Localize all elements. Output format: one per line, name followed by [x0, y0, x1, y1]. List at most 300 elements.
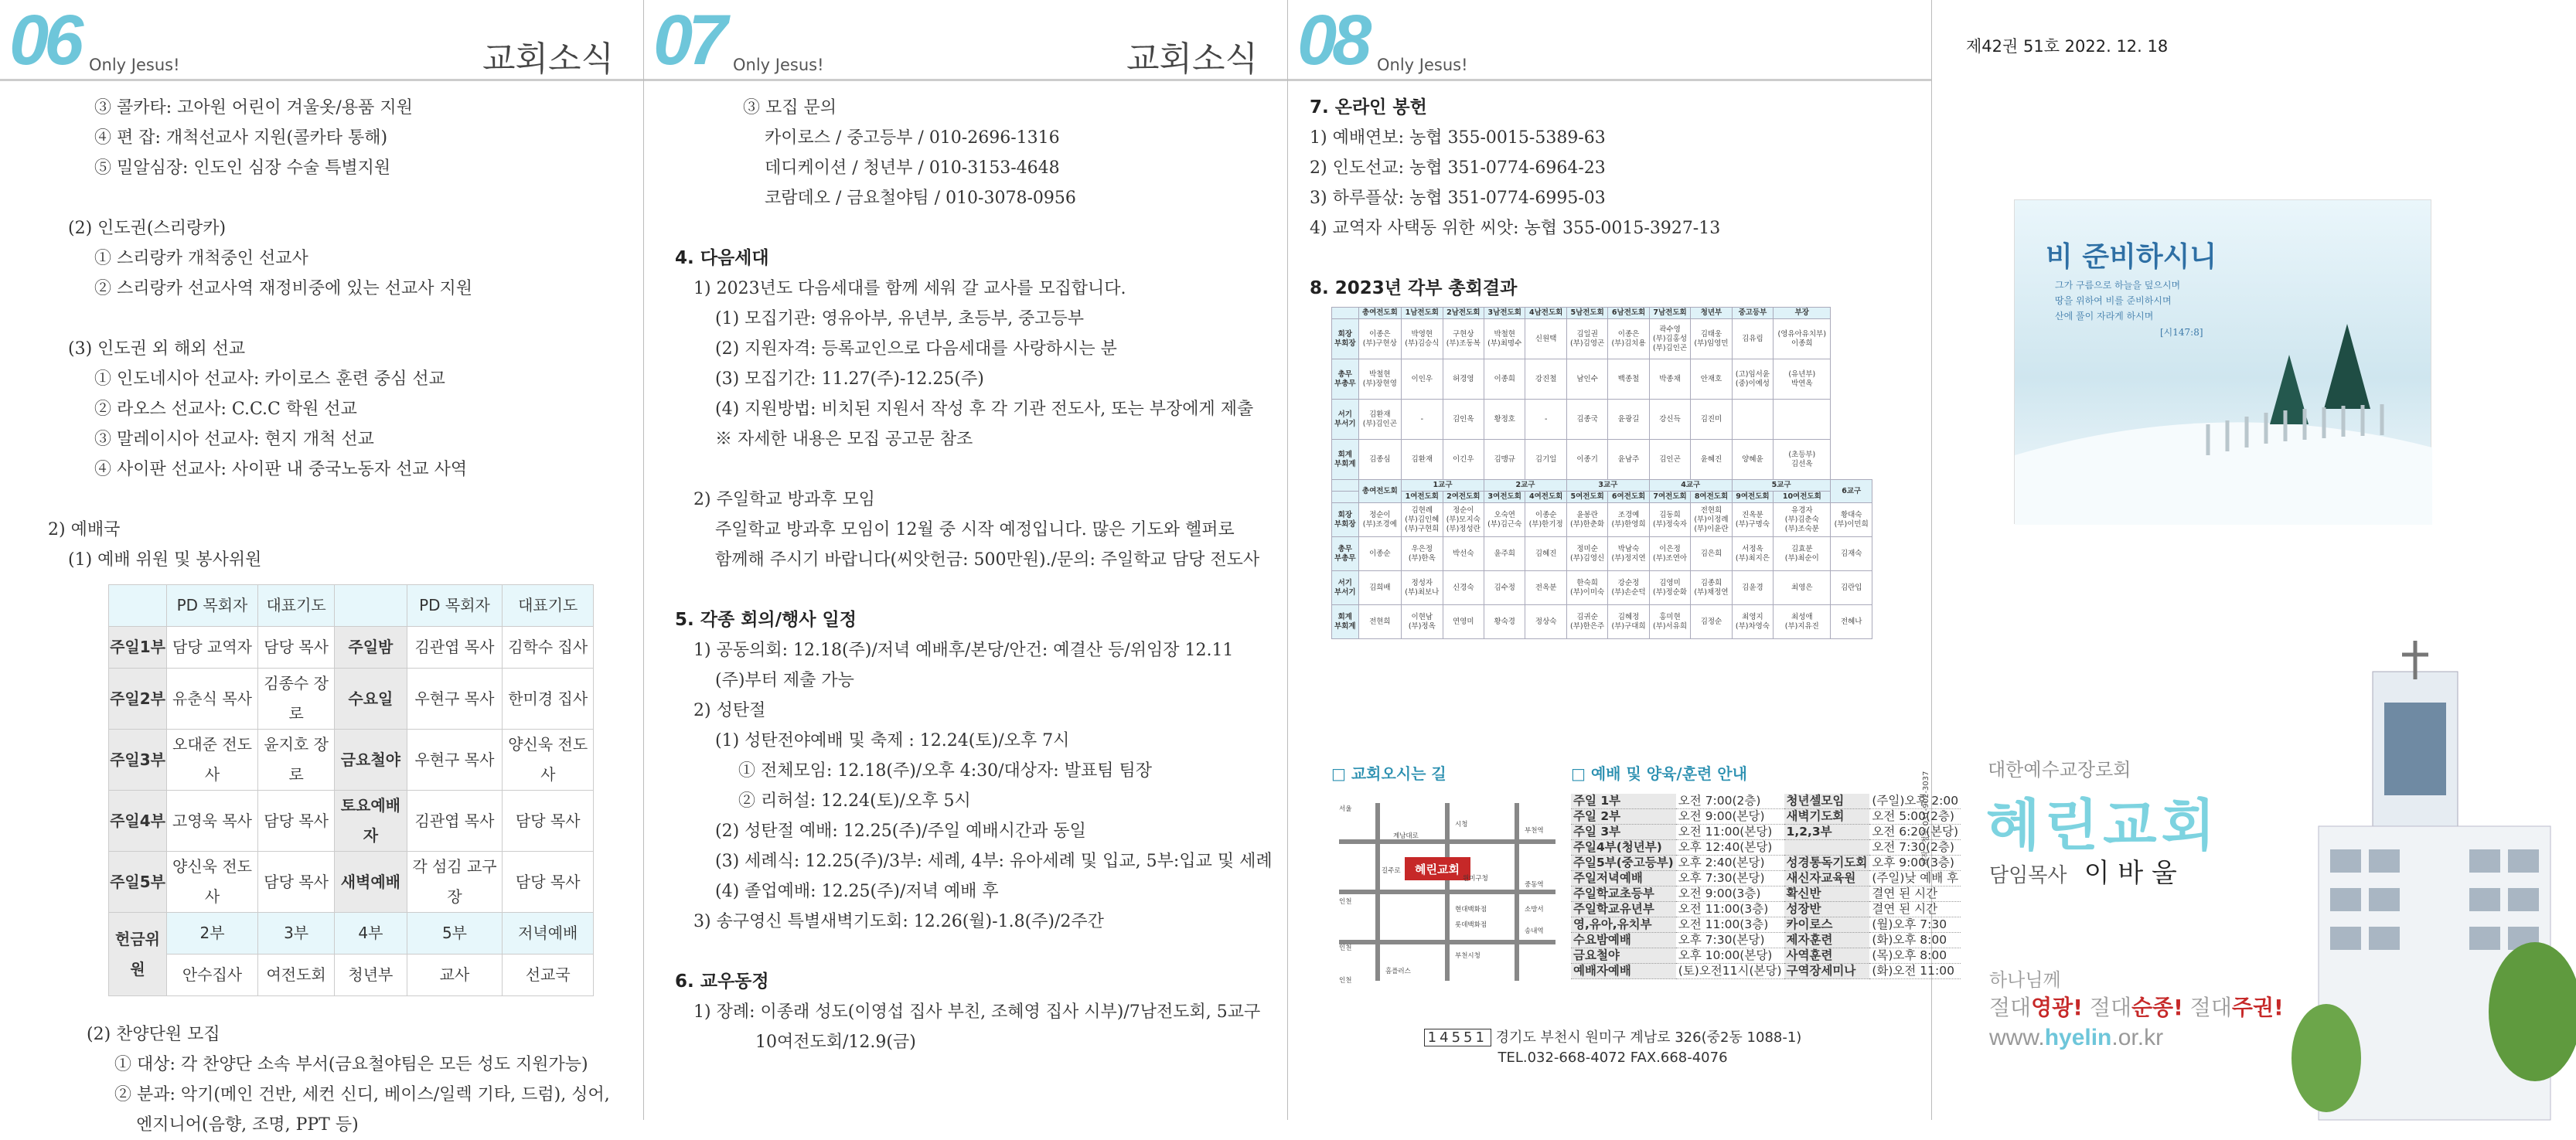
- text-line: 6. 교우동정: [675, 972, 769, 992]
- text-line: ※ 자세한 내용은 모집 공고문 참조: [715, 430, 973, 449]
- worship-table: [108, 584, 594, 996]
- table-cell: 김효분 (부)최순이: [1774, 537, 1831, 571]
- url-part: hyelin: [2044, 1025, 2112, 1050]
- table-cell: 이인우: [1402, 359, 1443, 400]
- table-cell: 주일3부: [109, 730, 167, 791]
- table-cell: 김귀순 (부)한은주: [1566, 605, 1607, 639]
- table-cell: 최영지 (부)차영숙: [1732, 605, 1773, 639]
- table-row: [1332, 605, 1872, 639]
- table-cell: 김란입: [1831, 571, 1872, 605]
- slogan-word: 주권!: [2231, 995, 2284, 1020]
- table-cell: 주일학교초등부: [1571, 886, 1676, 902]
- column-header: [1332, 480, 1359, 492]
- page-07: [644, 0, 1288, 1120]
- postal-code: 14551: [1424, 1029, 1491, 1046]
- table-cell: 주일 3부: [1571, 825, 1676, 840]
- table-cell: 정상숙: [1525, 605, 1566, 639]
- table-cell: 김유림: [1732, 319, 1773, 359]
- text-line: 8. 2023년 각부 총회결과: [1310, 278, 1518, 298]
- spacer: [644, 213, 1287, 243]
- text-block: [0, 93, 643, 575]
- table-cell: 백종철: [1608, 359, 1649, 400]
- table-cell: 정미순 (부)김영신: [1566, 537, 1607, 571]
- column-header: 5교구: [1732, 480, 1831, 492]
- table-row: [1571, 902, 1961, 917]
- schedule-title: □ 예배 및 양육/훈련 안내: [1571, 764, 1747, 783]
- table-cell: 이종순 (부)한기정: [1525, 503, 1566, 537]
- table-cell: 담당 목사: [257, 852, 334, 913]
- column-header: 저녁예배: [503, 913, 594, 955]
- table-cell: 주일저녁예배: [1571, 871, 1676, 886]
- table-cell: 구역장세미나: [1784, 964, 1870, 979]
- table-cell: 박영현 (부)김승식: [1402, 319, 1443, 359]
- table-cell: 유경자 (부)김춘숙 (부)조숙분: [1774, 503, 1831, 537]
- text-line: ① 전체모임: 12.18(주)/오후 4:30/대상자: 발표팀 팀장: [738, 761, 1152, 781]
- table-cell: 전혜나: [1831, 605, 1872, 639]
- table-cell: 김혜정 (부)구대희: [1608, 605, 1649, 639]
- table-cell: 오전 7:00(2층): [1676, 794, 1784, 809]
- pastor-label: 담임목사: [1989, 864, 2067, 887]
- address: 경기도 부천시 원미구 계남로 326(중2동 1088-1): [1495, 1029, 1802, 1046]
- column-header: 6여전도회: [1608, 492, 1649, 503]
- table-cell: 각 섬김 교구장: [407, 852, 503, 913]
- table-cell: 윤주희: [1484, 537, 1525, 571]
- table-cell: (화)오전 11:00: [1869, 964, 1961, 979]
- table-cell: 박철현 (부)최명수: [1484, 319, 1525, 359]
- table-cell: 오전 11:00(3층): [1676, 917, 1784, 933]
- table-cell: -: [1525, 400, 1566, 440]
- table-cell: 제자훈련: [1784, 933, 1870, 948]
- table-cell: 김환재: [1402, 440, 1443, 480]
- spacer: [644, 575, 1287, 605]
- table-cell: 주일 2부: [1571, 809, 1676, 825]
- church-label: 혜린교회: [1415, 863, 1460, 876]
- table-row: [1571, 886, 1961, 902]
- page-body: [644, 93, 1287, 1057]
- column-header: 6교구: [1831, 480, 1872, 503]
- text-line: (2) 인도권(스리랑카): [68, 219, 227, 238]
- map-title: □ 교회오시는 길: [1331, 764, 1446, 783]
- table-cell: (화)오후 8:00: [1869, 933, 1961, 948]
- text-line: (1) 성탄전야예배 및 축제 : 12.24(토)/오후 7시: [715, 731, 1070, 750]
- table-cell: 담당 목사: [503, 852, 594, 913]
- column-header: 7여전도회: [1649, 492, 1690, 503]
- table-row: [1571, 948, 1961, 964]
- table-cell: 주일5부(중고등부): [1571, 856, 1676, 871]
- column-header: 대표기도: [503, 585, 594, 627]
- table-row: [1332, 480, 1872, 492]
- table-cell: 한숙희 (부)이미숙: [1566, 571, 1607, 605]
- text-line: 1) 공동의회: 12.18(주)/저녁 예배후/본당/안건: 예결산 등/위임장 12.11: [693, 641, 1234, 660]
- table-cell: 강진철: [1525, 359, 1566, 400]
- column-header: 총무 부총무: [1332, 359, 1359, 400]
- column-header: 중고등부: [1732, 308, 1773, 319]
- website-link[interactable]: [1989, 1025, 2163, 1051]
- table-cell: 한미경 집사: [503, 669, 594, 730]
- map-label: 서울: [1339, 805, 1352, 813]
- table-cell: 금요철야: [1571, 948, 1676, 964]
- text-line: 2) 성탄절: [693, 701, 766, 720]
- table-cell: 성장반: [1784, 902, 1870, 917]
- table-cell: 1,2,3부: [1784, 825, 1870, 840]
- page-number: 06: [9, 1, 80, 80]
- column-header: 10여전도회: [1774, 492, 1831, 503]
- table-cell: 오후 9:00(3층): [1869, 856, 1961, 871]
- column-header: 3부: [257, 913, 334, 955]
- column-header: 3교구: [1566, 480, 1649, 492]
- table-cell: 허경영: [1443, 359, 1484, 400]
- verse-line: 산에 풀이 자라게 하시며: [2055, 311, 2154, 322]
- text-line: ③ 말레이시아 선교사: 현지 개척 선교: [94, 430, 374, 449]
- table-cell: 담당 목사: [257, 791, 334, 852]
- table-cell: 이은정 (부)조연아: [1649, 537, 1690, 571]
- table-cell: 김학수 집사: [503, 627, 594, 669]
- table-cell: 주일4부(청년부): [1571, 840, 1676, 856]
- page-number: 07: [653, 1, 724, 80]
- table-cell: 결연 된 시간: [1869, 902, 1961, 917]
- spacer: [1288, 243, 1931, 274]
- verse-line: 그가 구름으로 하늘을 덮으시며: [2055, 280, 2181, 291]
- table-cell: 영,유아,유치부: [1571, 917, 1676, 933]
- table-row: [1332, 503, 1872, 537]
- table-row: [109, 791, 594, 852]
- column-header: 총무 부총무: [1332, 537, 1359, 571]
- spacer: [644, 454, 1287, 485]
- table-cell: 이긴우: [1443, 440, 1484, 480]
- table-cell: 주일5부: [109, 852, 167, 913]
- page-header: [1288, 0, 1931, 81]
- table-row: [1571, 809, 1961, 825]
- table-cell: 김맹규: [1484, 440, 1525, 480]
- table-cell: 담당 목사: [257, 627, 334, 669]
- text-line: 4. 다음세대: [675, 248, 769, 268]
- table-cell: 정순이 (부)조경예: [1358, 503, 1401, 537]
- text-line: ③ 모집 문의: [743, 98, 837, 117]
- column-header: [109, 585, 167, 627]
- table-cell: 이종희: [1484, 359, 1525, 400]
- table-cell: 결연 된 시간: [1869, 886, 1961, 902]
- table-cell: 박철현 (부)장현영: [1358, 359, 1401, 400]
- table-cell: 김영미 (부)정순화: [1649, 571, 1690, 605]
- spacer: [0, 485, 643, 515]
- table-cell: 신경숙: [1443, 571, 1484, 605]
- print-credit: 제작 : 청우 031-902-3037: [1922, 771, 1930, 866]
- text-line: 데디케이션 / 청년부 / 010-3153-4648: [765, 158, 1060, 178]
- table-cell: 양신욱 전도사: [503, 730, 594, 791]
- table-cell: 김정순: [1691, 605, 1732, 639]
- column-header: 2여전도회: [1443, 492, 1484, 503]
- table-cell: 조경예 (부)한영희: [1608, 503, 1649, 537]
- table-row: [1332, 571, 1872, 605]
- table-cell: 오후 12:40(본당): [1676, 840, 1784, 856]
- text-line: (1) 모집기관: 영유아부, 유년부, 초등부, 중고등부: [715, 309, 1085, 328]
- motto: Only Jesus!: [733, 56, 824, 74]
- table-cell: [1774, 400, 1831, 440]
- map-label: 원미구청: [1463, 875, 1488, 883]
- table-row: [1332, 492, 1872, 503]
- column-header: 9여전도회: [1732, 492, 1773, 503]
- text-line: ② 라오스 선교사: C.C.C 학원 선교: [94, 400, 357, 419]
- column-header: 3남전도회: [1484, 308, 1525, 319]
- slogan-word: 순종!: [2131, 995, 2183, 1020]
- page-08: [1288, 0, 1959, 1120]
- text-line: 7. 온라인 봉헌: [1310, 97, 1427, 117]
- table-cell: 김동희 (부)정숙자: [1649, 503, 1690, 537]
- url-part: .or.kr: [2111, 1025, 2164, 1050]
- row-header: 헌금위원: [109, 913, 167, 996]
- table-cell: 안수집사: [167, 955, 258, 996]
- map-label: 소방서: [1525, 906, 1544, 914]
- pastor-name: 이 바 울: [2084, 858, 2177, 889]
- column-header: 2남전도회: [1443, 308, 1484, 319]
- snow-scene: [2015, 200, 2432, 525]
- column-header: 총여전도회: [1358, 480, 1401, 503]
- table-cell: 새신자교육원: [1784, 871, 1870, 886]
- table-row: [109, 913, 594, 955]
- table-row: [1332, 308, 1872, 319]
- column-header: [1332, 308, 1359, 319]
- map-label: 부천역: [1525, 827, 1544, 835]
- table-cell: 주일학교유년부: [1571, 902, 1676, 917]
- table-cell: 주일밤: [335, 627, 407, 669]
- column-header: 1교구: [1402, 480, 1484, 492]
- table-cell: 청년셀모임: [1784, 794, 1870, 809]
- map-label: 길주로: [1382, 867, 1401, 875]
- column-header: 4남전도회: [1525, 308, 1566, 319]
- pastor-line: [1989, 852, 2177, 890]
- column-header: 3여전도회: [1484, 492, 1525, 503]
- table-row: [1571, 856, 1961, 871]
- column-header: [1332, 492, 1359, 503]
- table-cell: 오전 6:20(본당): [1869, 825, 1961, 840]
- spacer: [0, 183, 643, 213]
- cover-page: [1932, 0, 2576, 1120]
- table-cell: 확신반: [1784, 886, 1870, 902]
- text-line: 4) 교역자 사택동 위한 씨앗: 농협 355-0015-3927-13: [1310, 219, 1721, 238]
- text-line: 1) 예배연보: 농협 355-0015-5389-63: [1310, 128, 1606, 148]
- slogan-word: 절대: [1989, 995, 2032, 1020]
- table-cell: [1732, 400, 1773, 440]
- text-line: 5. 각종 회의/행사 일정: [675, 610, 857, 630]
- table-cell: 김기일: [1525, 440, 1566, 480]
- table-cell: 교사: [407, 955, 503, 996]
- column-header: 회장 부회장: [1332, 319, 1359, 359]
- column-header: PD 목회자: [407, 585, 503, 627]
- map-label: 인천: [1339, 977, 1352, 985]
- table-cell: 고영욱 목사: [167, 791, 258, 852]
- table-cell: 유춘식 목사: [167, 669, 258, 730]
- table-cell: 양혜윤: [1732, 440, 1773, 480]
- table-row: [1571, 964, 1961, 979]
- table-cell: 오전 11:00(본당): [1676, 825, 1784, 840]
- table-cell: (주일)오후 2:00: [1869, 794, 1961, 809]
- directions-map: [1331, 795, 1563, 989]
- text-line: ① 스리랑카 개척중인 선교사: [94, 249, 308, 268]
- table-row: [109, 955, 594, 996]
- map-label: 인천: [1339, 898, 1352, 906]
- table-cell: 선교국: [503, 955, 594, 996]
- url-part: www.: [1989, 1025, 2045, 1050]
- text-line: (3) 인도권 외 해외 선교: [68, 339, 246, 359]
- slogan-word: 절대: [2089, 995, 2131, 1020]
- text-line: (주)부터 제출 가능: [715, 671, 854, 690]
- table-cell: 구현상 (부)조동복: [1443, 319, 1484, 359]
- table-row: [109, 730, 594, 791]
- table-cell: 김인옥: [1443, 400, 1484, 440]
- table-row: [1571, 840, 1961, 856]
- page-body: [1288, 93, 1959, 1066]
- page-06: [0, 0, 644, 1135]
- table-cell: 최성애 (부)지유진: [1774, 605, 1831, 639]
- table-cell: 이종은 (부)구현상: [1358, 319, 1401, 359]
- table-cell: 양신욱 전도사: [167, 852, 258, 913]
- map-label: 송내역: [1525, 927, 1544, 935]
- table-cell: 김희배: [1358, 571, 1401, 605]
- issue-info: 제42권 51호 2022. 12. 18: [1966, 37, 2169, 56]
- table-cell: 주일4부: [109, 791, 167, 852]
- text-line: (3) 모집기간: 11.27(주)-12.25(주): [715, 369, 984, 389]
- table-cell: (고)임서윤 (중)이예성: [1732, 359, 1773, 400]
- text-line: ⑤ 밀알심장: 인도인 심장 수술 특별지원: [94, 158, 391, 178]
- text-line: 함께해 주시기 바랍니다(씨앗헌금: 500만원)./문의: 주일학교 담당 전도사: [715, 550, 1260, 570]
- schedule-table: [1571, 794, 1961, 979]
- table-cell: 정순이 (부)모지숙 (부)정성란: [1443, 503, 1484, 537]
- text-line: ④ 편 잡: 개척선교사 지원(콜카타 통해): [94, 128, 388, 148]
- table-cell: 오후 2:40(본당): [1676, 856, 1784, 871]
- table-cell: (유년부) 박연옥: [1774, 359, 1831, 400]
- text-line: (3) 세례식: 12.25(주)/3부: 세례, 4부: 유아세례 및 입교, 5부:입교 및 세례: [715, 852, 1273, 871]
- column-header: 7남전도회: [1649, 308, 1690, 319]
- column-header: 서기 부서기: [1332, 400, 1359, 440]
- map-label: 현대백화점: [1455, 906, 1487, 914]
- tree-icon: [2324, 324, 2370, 409]
- table-cell: 강신득: [1649, 400, 1690, 440]
- table-cell: 김일권 (부)김영곤: [1566, 319, 1607, 359]
- table-cell: 김현례 (부)김인혜 (부)구현희: [1402, 503, 1443, 537]
- address-block: [1419, 1028, 1806, 1068]
- spacer: [0, 304, 643, 334]
- text-line: (2) 지원자격: 등록교인으로 다음세대를 사랑하시는 분: [715, 339, 1117, 359]
- text-block: [0, 1019, 643, 1140]
- table-cell: 황대숙 (부)이민희: [1831, 503, 1872, 537]
- section-title: 교회소식: [1126, 39, 1258, 79]
- table-cell: 윤혜진: [1691, 440, 1732, 480]
- text-line: (2) 성탄절 예배: 12.25(주)/주일 예배시간과 동일: [715, 822, 1086, 841]
- table-cell: 김수정: [1484, 571, 1525, 605]
- table-row: [1332, 440, 1872, 480]
- table-cell: 윤남주: [1608, 440, 1649, 480]
- table-cell: 황정호: [1484, 400, 1525, 440]
- table-cell: 이종순: [1358, 537, 1401, 571]
- table-cell: 박종채: [1649, 359, 1690, 400]
- column-header: 5여전도회: [1566, 492, 1607, 503]
- denomination: 대한예수교장로회: [1988, 759, 2131, 781]
- table-cell: 사역훈련: [1784, 948, 1870, 964]
- table-cell: 연영미: [1443, 605, 1484, 639]
- table-cell: 김재숙: [1831, 537, 1872, 571]
- table-cell: 예배자예배: [1571, 964, 1676, 979]
- table-row: [1332, 319, 1872, 359]
- church-building-image: [2303, 625, 2566, 1120]
- table-cell: 김종심: [1358, 440, 1401, 480]
- table-cell: 박남숙 (부)정지연: [1608, 537, 1649, 571]
- table-cell: 새벽기도회: [1784, 809, 1870, 825]
- table-row: [1571, 917, 1961, 933]
- spacer: [644, 937, 1287, 967]
- text-line: (4) 졸업예배: 12.25(주)/저녁 예배 후: [715, 882, 999, 901]
- table-cell: 안재호: [1691, 359, 1732, 400]
- text-line: 1) 2023년도 다음세대를 함께 세워 갈 교사를 모집합니다.: [693, 279, 1126, 298]
- table-cell: 새벽예배: [335, 852, 407, 913]
- table-cell: 오숙연 (부)김근숙: [1484, 503, 1525, 537]
- table-row: [1332, 400, 1872, 440]
- table-cell: 김인곤: [1649, 440, 1690, 480]
- table-cell: 담당 목사: [503, 791, 594, 852]
- table-cell: 전현희: [1358, 605, 1401, 639]
- table-row: [109, 627, 594, 669]
- table-cell: 김혜진: [1525, 537, 1566, 571]
- column-header: 서기 부서기: [1332, 571, 1359, 605]
- table-cell: 주일1부: [109, 627, 167, 669]
- column-header: 회장 부회장: [1332, 503, 1359, 537]
- column-header: 4부: [335, 913, 407, 955]
- text-line: 10여전도회/12.9(금): [755, 1033, 916, 1052]
- text-line: ① 대상: 각 찬양단 소속 부서(금요철야팀은 모든 성도 지원가능): [114, 1055, 588, 1074]
- table-cell: 김진미: [1691, 400, 1732, 440]
- text-block: [644, 93, 1287, 1057]
- table-cell: 홍미현 (부)서유희: [1649, 605, 1690, 639]
- column-header: 2부: [167, 913, 258, 955]
- verse-reference: [시147:8]: [2160, 327, 2203, 338]
- verse-line: 땅을 위하여 비를 준비하시며: [2055, 295, 2172, 306]
- column-header: [335, 585, 407, 627]
- table-row: [1571, 825, 1961, 840]
- table-cell: 남인수: [1566, 359, 1607, 400]
- text-line: (2) 찬양단원 모집: [87, 1025, 220, 1044]
- section-title: 교회소식: [482, 39, 614, 79]
- table-cell: 최영은: [1774, 571, 1831, 605]
- table-cell: 수요밤예배: [1571, 933, 1676, 948]
- table-row: [109, 852, 594, 913]
- column-header: 회계 부회계: [1332, 605, 1359, 639]
- table-cell: 오후 7:30(본당): [1676, 871, 1784, 886]
- table-cell: 우현구 목사: [407, 730, 503, 791]
- table-cell: 오후 7:30(본당): [1676, 933, 1784, 948]
- table-cell: 박선숙: [1443, 537, 1484, 571]
- table-cell: 김종수 장로: [257, 669, 334, 730]
- column-header: 부장: [1774, 308, 1831, 319]
- table-cell: 오전 11:00(3층): [1676, 902, 1784, 917]
- text-line: ④ 사이판 선교사: 사이판 내 중국노동자 선교 사역: [94, 460, 468, 479]
- column-header: 6남전도회: [1608, 308, 1649, 319]
- table-cell: 오후 10:00(본당): [1676, 948, 1784, 964]
- table-cell: 우은정 (부)한옥: [1402, 537, 1443, 571]
- table-cell: 카이로스: [1784, 917, 1870, 933]
- column-header: 대표기도: [257, 585, 334, 627]
- table-cell: 김환재 (부)김인곤: [1358, 400, 1401, 440]
- text-line: ② 스리랑카 선교사역 재정비중에 있는 선교사 지원: [94, 279, 473, 298]
- table-cell: 담당 교역자: [167, 627, 258, 669]
- table-cell: (목)오후 8:00: [1869, 948, 1961, 964]
- text-line: ③ 콜카타: 고아원 어린이 겨울옷/용품 지원: [94, 98, 413, 117]
- table-cell: 우현구 목사: [407, 669, 503, 730]
- table-cell: [1784, 840, 1870, 856]
- table-cell: 이종은 (부)김치용: [1608, 319, 1649, 359]
- table-row: [109, 669, 594, 730]
- church-name: 혜린교회: [1986, 793, 2220, 858]
- table-cell: 정성자 (부)최보나: [1402, 571, 1443, 605]
- text-line: 3) 하루플삯: 농협 351-0774-6995-03: [1310, 189, 1606, 208]
